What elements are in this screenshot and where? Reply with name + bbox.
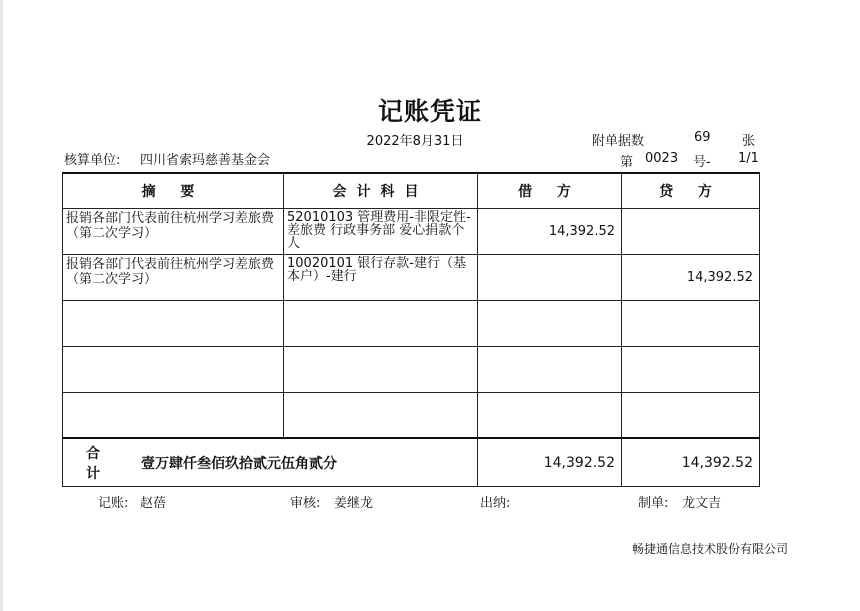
bookkeeper-label: 记账: xyxy=(98,496,129,511)
attachments-count: 69 xyxy=(694,130,711,145)
empty-row xyxy=(63,300,760,346)
unit-name: 四川省索玛慈善基金会 xyxy=(140,153,271,168)
empty-cell xyxy=(622,392,760,438)
empty-cell xyxy=(478,300,622,346)
preparer-name: 龙文吉 xyxy=(682,496,722,511)
row-debit xyxy=(478,254,622,300)
empty-row xyxy=(63,346,760,392)
empty-cell xyxy=(63,392,284,438)
row-account: 10020101 银行存款-建行（基本户）-建行 xyxy=(284,254,478,300)
table-row xyxy=(63,254,760,300)
voucher-title: 记账凭证 xyxy=(377,97,482,126)
total-label: 合 计 xyxy=(86,445,114,482)
empty-row xyxy=(63,392,760,438)
empty-cell xyxy=(284,300,478,346)
row-account: 52010103 管理费用-非限定性-差旅费 行政事务部 爱心捐款个人 xyxy=(284,208,478,254)
page-indicator: 1/1 xyxy=(738,151,759,166)
row-summary: 报销各部门代表前往杭州学习差旅费（第二次学习） xyxy=(63,208,284,254)
row-debit: 14,392.52 xyxy=(478,208,622,254)
row-credit: 14,392.52 xyxy=(622,254,760,300)
empty-cell xyxy=(63,300,284,346)
empty-cell xyxy=(478,392,622,438)
total-cell xyxy=(63,438,478,487)
cashier-label: 出纳: xyxy=(480,496,511,511)
header-credit: 贷 方 xyxy=(622,173,760,208)
reviewer-label: 审核: xyxy=(290,496,321,511)
total-amount-words: 壹万肆仟叁佰玖拾贰元伍角贰分 xyxy=(141,455,337,472)
preparer-label: 制单: xyxy=(638,496,669,511)
total-credit: 14,392.52 xyxy=(622,438,760,487)
reviewer-name: 姜继龙 xyxy=(334,496,374,511)
voucher-date: 2022年8月31日 xyxy=(366,134,464,149)
row-credit xyxy=(622,208,760,254)
number-suffix: 号- xyxy=(693,155,711,170)
table-row xyxy=(63,208,760,254)
attachments-unit: 张 xyxy=(742,134,756,149)
header-account: 会计科目 xyxy=(284,173,478,208)
voucher-table xyxy=(62,172,760,487)
header-summary: 摘 要 xyxy=(63,173,284,208)
table-header-row xyxy=(63,173,760,208)
voucher-number: 0023 xyxy=(645,151,679,166)
header-debit: 借 方 xyxy=(478,173,622,208)
empty-cell xyxy=(622,300,760,346)
attachments-label: 附单据数 xyxy=(592,134,645,149)
empty-cell xyxy=(622,346,760,392)
total-debit: 14,392.52 xyxy=(478,438,622,487)
empty-cell xyxy=(478,346,622,392)
empty-cell xyxy=(284,392,478,438)
row-summary: 报销各部门代表前往杭州学习差旅费（第二次学习） xyxy=(63,254,284,300)
number-prefix: 第 xyxy=(620,155,634,170)
unit-label: 核算单位: xyxy=(64,153,121,168)
empty-cell xyxy=(63,346,284,392)
empty-cell xyxy=(284,346,478,392)
software-company: 畅捷通信息技术股份有限公司 xyxy=(632,542,789,556)
bookkeeper-name: 赵蓓 xyxy=(140,496,167,511)
total-row xyxy=(63,438,760,487)
